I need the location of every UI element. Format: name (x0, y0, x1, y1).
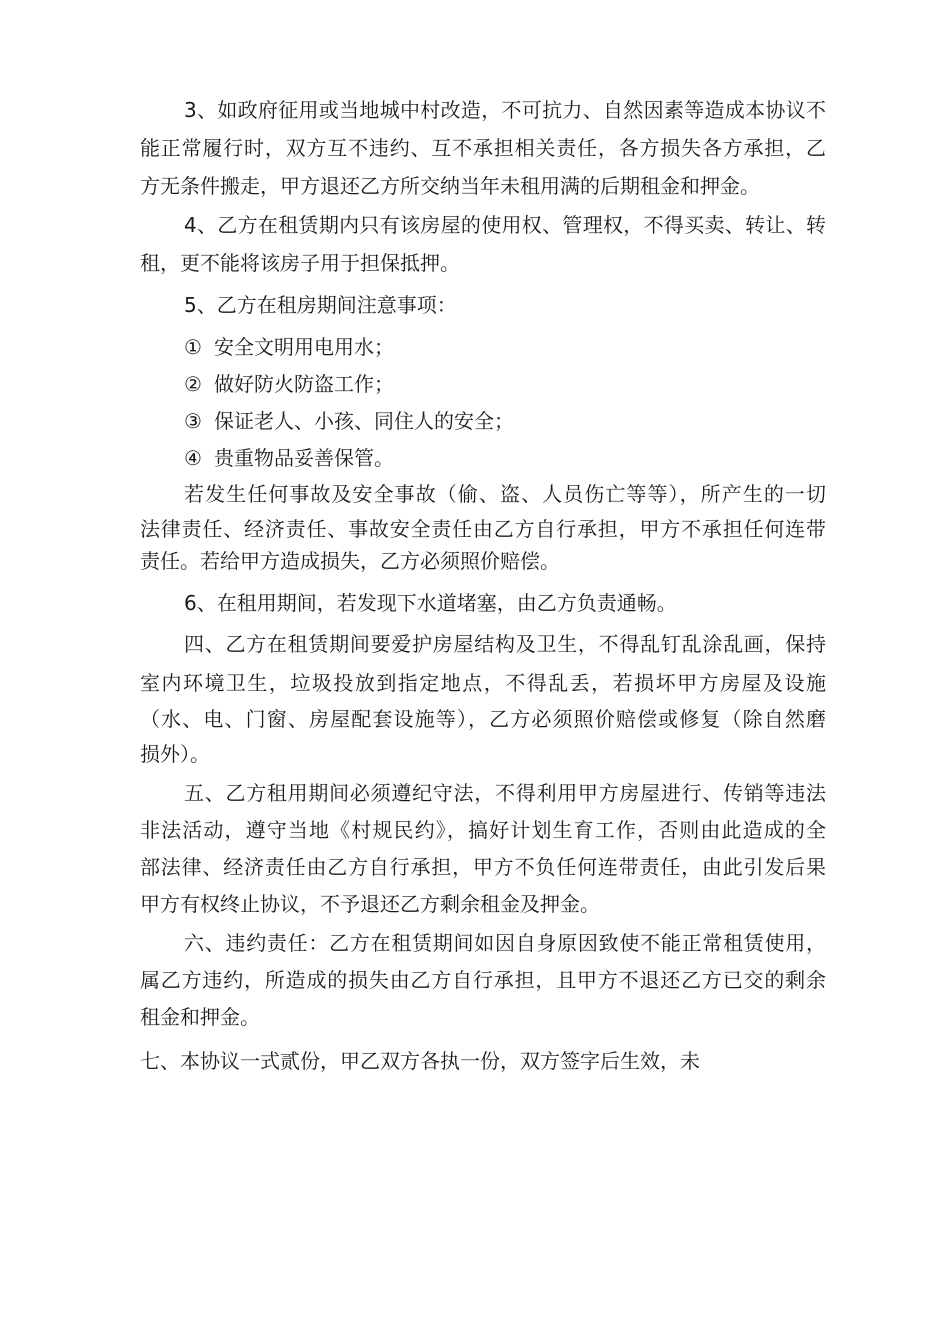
list-item-text: 保证老人、小孩、同住人的安全； (214, 409, 514, 433)
accident-line-2: 法律责任、经济责任、事故安全责任由乙方自行承担，甲方不承担任何连带 (140, 517, 826, 541)
list-item (184, 334, 394, 360)
section-4-line-1: 四、乙方在租赁期间要爱护房屋结构及卫生，不得乱钉乱涂乱画，保持 (184, 632, 826, 656)
clause-3-line-2: 能正常履行时，双方互不违约、互不承担相关责任，各方损失各方承担，乙 (140, 136, 826, 160)
list-item (184, 371, 394, 397)
list-item-marker: ① (184, 335, 202, 359)
section-6-line-3: 租金和押金。 (140, 1005, 260, 1029)
list-item (184, 408, 514, 434)
section-4-line-3: （水、电、门窗、房屋配套设施等），乙方必须照价赔偿或修复（除自然磨 (140, 707, 826, 731)
list-item-marker: ③ (184, 409, 202, 433)
section-5-line-1: 五、乙方租用期间必须遵纪守法，不得利用甲方房屋进行、传销等违法 (184, 781, 826, 805)
clause-5-heading: 5、乙方在租房期间注意事项： (184, 293, 457, 317)
list-item-marker: ④ (184, 446, 202, 470)
clause-4-line-2: 租，更不能将该房子用于担保抵押。 (140, 251, 460, 275)
section-6-line-1: 六、违约责任：乙方在租赁期间如因自身原因致使不能正常租赁使用， (184, 931, 826, 955)
list-item (184, 445, 394, 471)
accident-line-3: 责任。若给甲方造成损失，乙方必须照价赔偿。 (140, 549, 560, 573)
section-5-line-4: 甲方有权终止协议，不予退还乙方剩余租金及押金。 (140, 892, 600, 916)
section-7-line-1: 七、本协议一式贰份，甲乙双方各执一份，双方签字后生效，未 (140, 1049, 700, 1073)
clause-3-line-3: 方无条件搬走，甲方退还乙方所交纳当年未租用满的后期租金和押金。 (140, 174, 760, 198)
section-5-line-2: 非法活动，遵守当地《村规民约》，搞好计划生育工作，否则由此造成的全 (140, 818, 826, 842)
section-4-line-2: 室内环境卫生，垃圾投放到指定地点，不得乱丢，若损坏甲方房屋及设施 (140, 671, 826, 695)
clause-4-line-1: 4、乙方在租赁期内只有该房屋的使用权、管理权，不得买卖、转让、转 (184, 213, 826, 237)
clause-6-line-1: 6、在租用期间，若发现下水道堵塞，由乙方负责通畅。 (184, 591, 677, 615)
list-item-text: 贵重物品妥善保管。 (214, 446, 394, 470)
clause-3-line-1: 3、如政府征用或当地城中村改造，不可抗力、自然因素等造成本协议不 (184, 98, 826, 122)
section-5-line-3: 部法律、经济责任由乙方自行承担，甲方不负任何连带责任，由此引发后果 (140, 855, 826, 879)
list-item-text: 安全文明用电用水； (214, 335, 394, 359)
list-item-text: 做好防火防盗工作； (214, 372, 394, 396)
accident-line-1: 若发生任何事故及安全事故（偷、盗、人员伤亡等等），所产生的一切 (184, 482, 826, 506)
section-4-line-4: 损外）。 (140, 742, 210, 766)
section-6-line-2: 属乙方违约，所造成的损失由乙方自行承担，且甲方不退还乙方已交的剩余 (140, 968, 826, 992)
list-item-marker: ② (184, 372, 202, 396)
